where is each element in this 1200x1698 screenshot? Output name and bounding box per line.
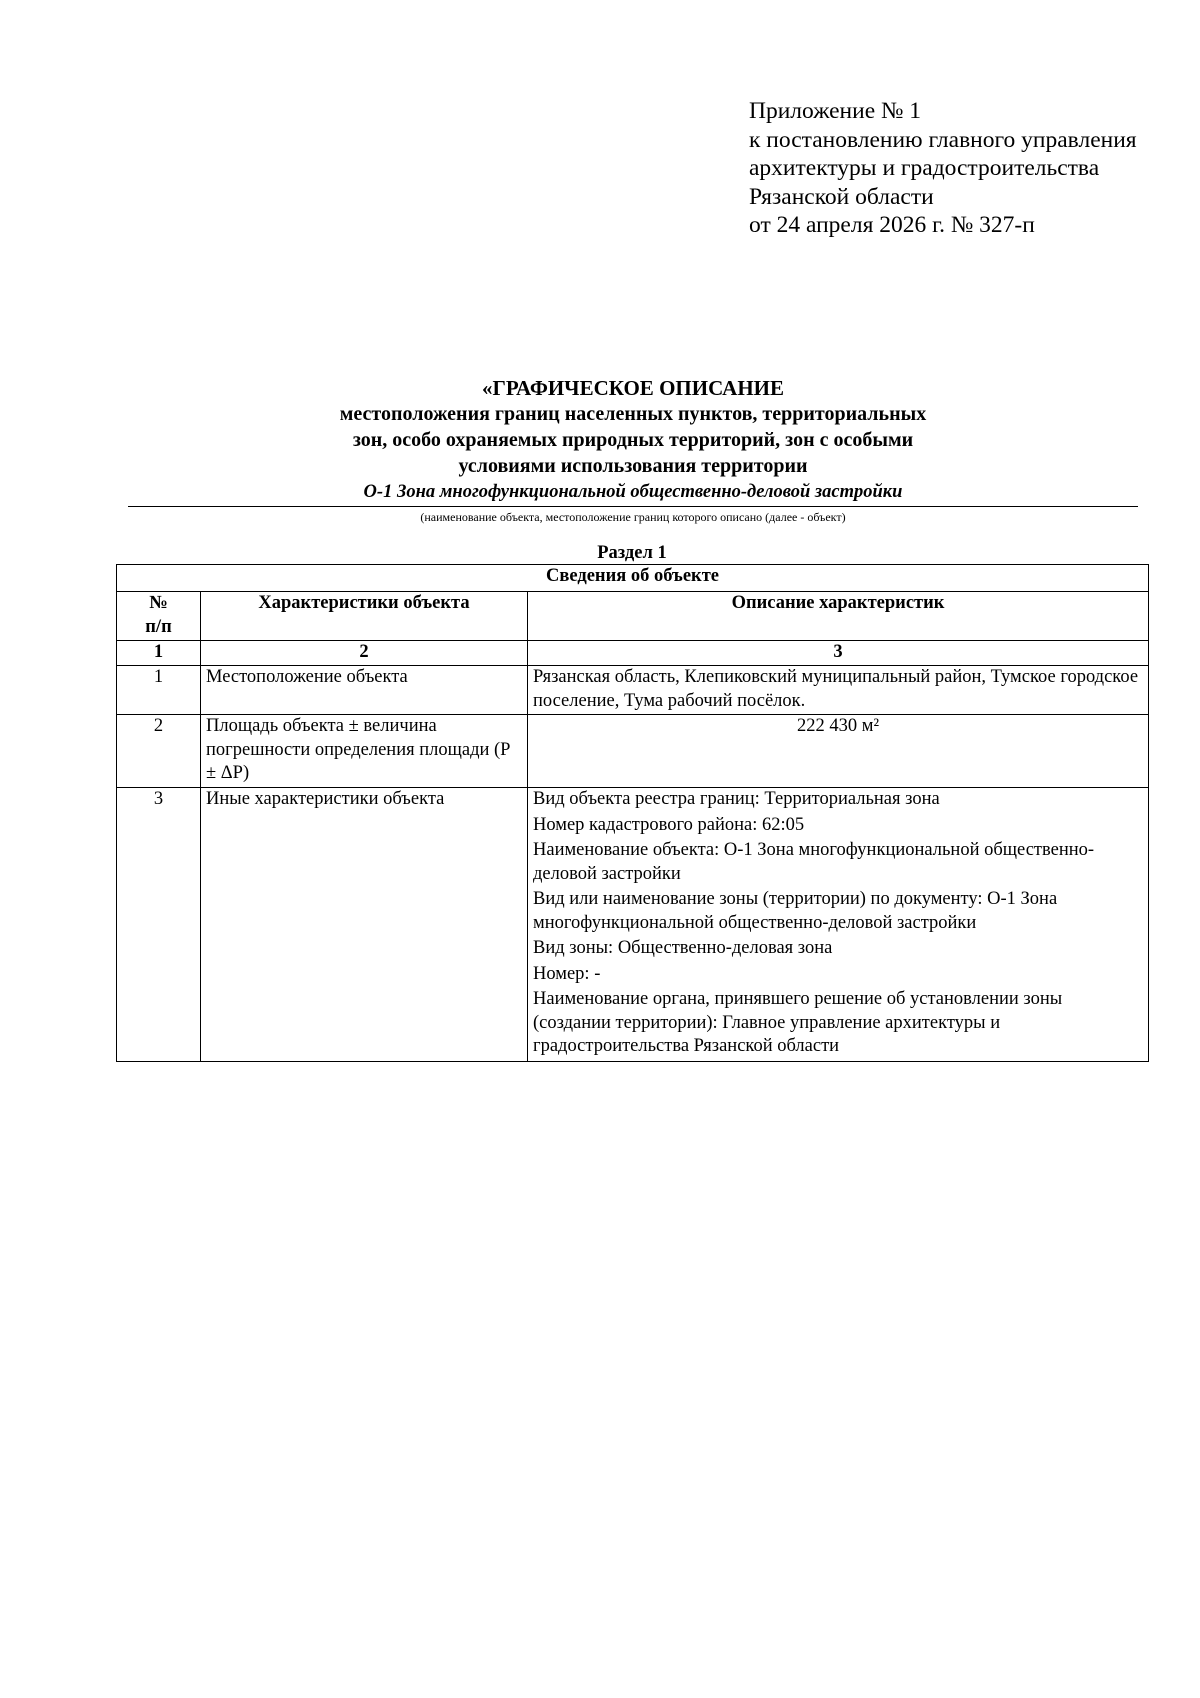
description-line: Наименование органа, принявшего решение об установлении зоны (создании территории): Главное управление архитектуры и градостроительства Рязанской области bbox=[533, 989, 1063, 1056]
description-line: Вид зоны: Общественно-деловая зона bbox=[533, 938, 833, 958]
appendix-line: Приложение № 1 bbox=[749, 98, 922, 124]
document-title bbox=[128, 375, 1138, 503]
appendix-header bbox=[749, 97, 1137, 240]
table-row bbox=[117, 788, 1149, 1062]
row-number: 2 bbox=[117, 715, 201, 788]
column-number: 2 bbox=[201, 641, 528, 666]
row-characteristic: Иные характеристики объекта bbox=[201, 788, 528, 1062]
row-description: 222 430 м² bbox=[528, 715, 1149, 788]
table-row bbox=[117, 666, 1149, 715]
description-line: Номер кадастрового района: 62:05 bbox=[533, 814, 805, 835]
object-info-table bbox=[116, 564, 1149, 1062]
row-description: Рязанская область, Клепиковский муниципальный район, Тумское городское поселение, Тума рабочий посёлок. bbox=[528, 666, 1149, 715]
header-description: Описание характеристик bbox=[528, 592, 1149, 641]
row-description bbox=[528, 788, 1149, 1062]
row-characteristic: Площадь объекта ± величина погрешности определения площади (P ± ΔP) bbox=[201, 715, 528, 788]
table-caption-row bbox=[117, 565, 1149, 592]
description-line: Вид или наименование зоны (территории) по документу: О-1 Зона многофункциональной общественно-деловой застройки bbox=[533, 889, 1058, 933]
object-name-caption: (наименование объекта, местоположение границ которого описано (далее - объект) bbox=[420, 510, 846, 524]
table-caption: Сведения об объекте bbox=[117, 565, 1149, 592]
table-header-row bbox=[117, 592, 1149, 641]
table-row bbox=[117, 715, 1149, 788]
column-number: 1 bbox=[117, 641, 201, 666]
row-characteristic: Местоположение объекта bbox=[201, 666, 528, 715]
title-sub-line: условиями использования территории bbox=[458, 455, 808, 477]
column-numbers-row bbox=[117, 641, 1149, 666]
description-line: Вид объекта реестра границ: Территориальная зона bbox=[533, 789, 940, 809]
appendix-line: к постановлению главного управления bbox=[749, 126, 1137, 153]
header-characteristic: Характеристики объекта bbox=[201, 592, 528, 641]
section-title: Раздел 1 bbox=[597, 543, 667, 563]
appendix-line: Рязанской области bbox=[749, 183, 934, 210]
header-number: № п/п bbox=[117, 592, 201, 641]
column-number: 3 bbox=[528, 641, 1149, 666]
row-number: 3 bbox=[117, 788, 201, 1062]
row-number: 1 bbox=[117, 666, 201, 715]
description-line: Номер: - bbox=[533, 963, 601, 984]
title-sub-line: местоположения границ населенных пунктов, территориальных bbox=[339, 403, 927, 425]
appendix-line: от 24 апреля 2026 г. № 327-п bbox=[749, 212, 1035, 238]
appendix-line: архитектуры и градостроительства bbox=[749, 155, 1100, 181]
title-sub-line: зон, особо охраняемых природных территорий, зон с особыми bbox=[352, 429, 914, 451]
description-line: Наименование объекта: О-1 Зона многофункциональной общественно-деловой застройки bbox=[533, 840, 1095, 884]
title-main: «ГРАФИЧЕСКОЕ ОПИСАНИЕ bbox=[481, 376, 785, 400]
object-name: О-1 Зона многофункциональной общественно-деловой застройки bbox=[363, 482, 903, 502]
object-name-underline bbox=[128, 506, 1138, 507]
